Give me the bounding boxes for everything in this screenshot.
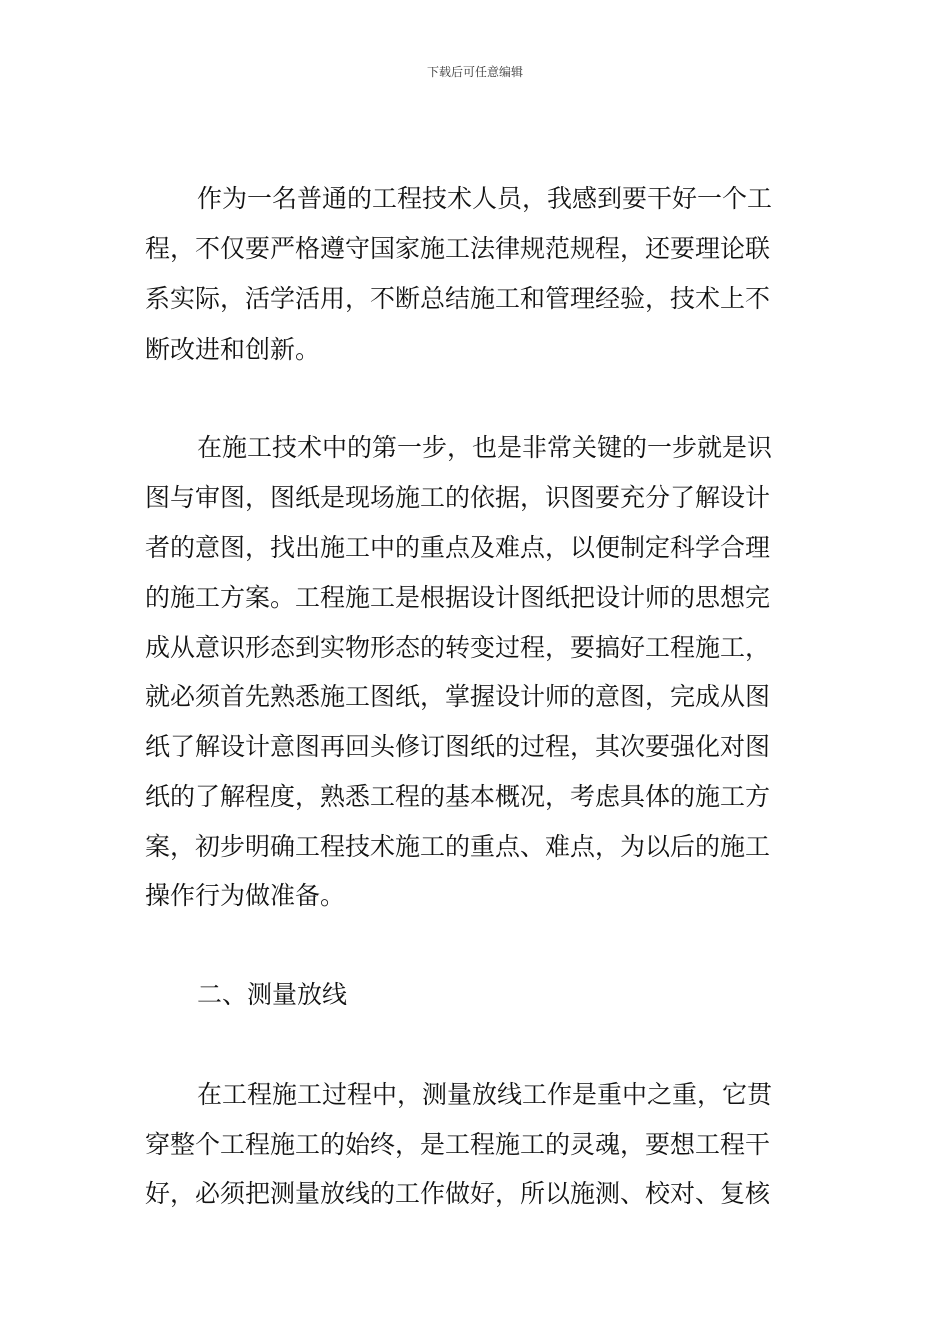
paragraph-2-line-8: 纸的了解程度，熟悉工程的基本概况，考虑具体的施工方 [145,782,771,811]
paragraph-3-line-1: 在工程施工过程中，测量放线工作是重中之重，它贯 [197,1080,773,1109]
paragraph-2-line-5: 成从意识形态到实物形态的转变过程，要搞好工程施工， [145,633,771,662]
paragraph-3-line-2: 穿整个工程施工的始终，是工程施工的灵魂，要想工程干 [145,1130,771,1159]
paragraph-2-line-6: 就必须首先熟悉施工图纸，掌握设计师的意图，完成从图 [145,682,771,711]
page-header-note: 下载后可任意编辑 [426,65,523,79]
paragraph-2-line-10: 操作行为做准备。 [145,881,346,910]
section-heading: 二、测量放线 [197,980,348,1009]
paragraph-1-line-4: 断改进和创新。 [145,335,321,364]
paragraph-2-line-7: 纸了解设计意图再回头修订图纸的过程，其次要强化对图 [145,732,771,761]
paragraph-1-line-3: 系实际，活学活用，不断总结施工和管理经验，技术上不 [145,284,771,313]
paragraph-2-line-3: 者的意图，找出施工中的重点及难点，以便制定科学合理 [145,533,771,562]
paragraph-2-line-9: 案，初步明确工程技术施工的重点、难点，为以后的施工 [145,832,771,861]
paragraph-1-line-2: 程，不仅要严格遵守国家施工法律规范规程，还要理论联 [145,234,771,263]
paragraph-2-line-4: 的施工方案。工程施工是根据设计图纸把设计师的思想完 [145,583,771,612]
paragraph-3-line-3: 好，必须把测量放线的工作做好，所以施测、校对、复核 [145,1179,771,1208]
paragraph-2-line-2: 图与审图，图纸是现场施工的依据，识图要充分了解设计 [145,483,771,512]
paragraph-2-line-1: 在施工技术中的第一步，也是非常关键的一步就是识 [197,433,773,462]
paragraph-1-line-1: 作为一名普通的工程技术人员，我感到要干好一个工 [197,184,773,213]
